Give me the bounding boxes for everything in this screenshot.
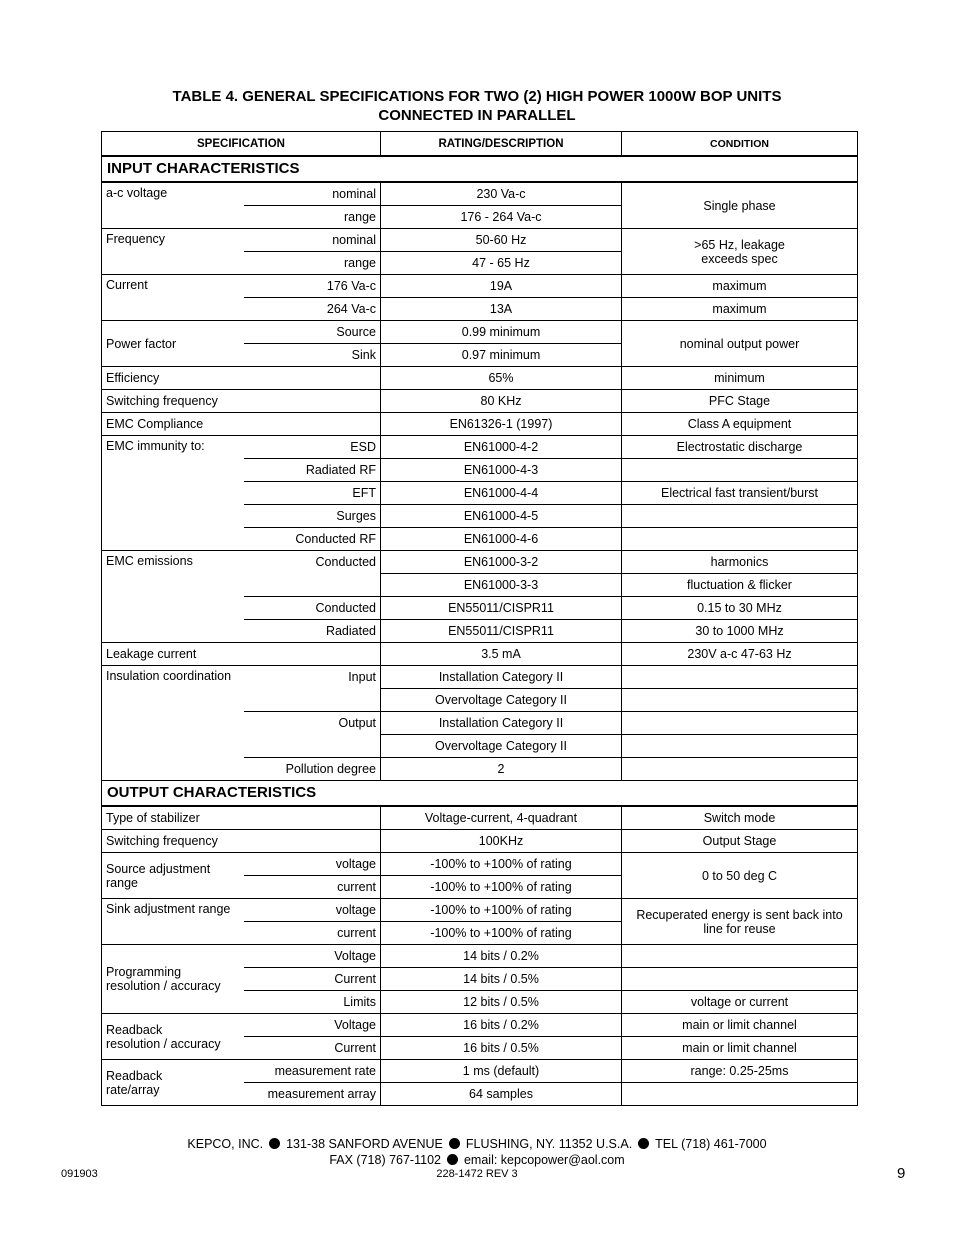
spec-label: Current <box>102 275 244 321</box>
spec-label: EMC immunity to: <box>102 436 244 551</box>
rating-value: 16 bits / 0.5% <box>381 1037 622 1060</box>
condition-value <box>622 459 858 482</box>
spec-sublabel: 264 Va-c <box>244 298 381 321</box>
spec-sublabel: voltage <box>244 899 381 922</box>
condition-value: nominal output power <box>622 321 858 367</box>
condition-value: harmonics <box>622 551 858 574</box>
spec-label <box>102 945 244 1014</box>
condition-value: 230V a-c 47-63 Hz <box>622 643 858 666</box>
footer-address-line <box>0 1136 954 1152</box>
spec-sublabel: current <box>244 922 381 945</box>
spec-label: Efficiency <box>102 367 381 390</box>
spec-sublabel: measurement array <box>244 1083 381 1106</box>
section-row-output <box>102 781 858 807</box>
header-condition: CONDITION <box>622 132 858 157</box>
rating-value: EN55011/CISPR11 <box>381 597 622 620</box>
rating-value: -100% to +100% of rating <box>381 876 622 899</box>
spec-label: Insulation coordination <box>102 666 244 781</box>
table-row <box>102 666 858 689</box>
rating-value: Overvoltage Category II <box>381 735 622 758</box>
rating-value: Overvoltage Category II <box>381 689 622 712</box>
rating-value: 2 <box>381 758 622 781</box>
condition-value: maximum <box>622 275 858 298</box>
spec-label-line: Source adjustment <box>106 861 211 876</box>
table-row <box>102 830 858 853</box>
spec-label: Frequency <box>102 229 244 275</box>
rating-value: 47 - 65 Hz <box>381 252 622 275</box>
spec-label-line: Readback <box>106 1022 163 1037</box>
rating-value: 100KHz <box>381 830 622 853</box>
rating-value: -100% to +100% of rating <box>381 899 622 922</box>
specifications-table <box>101 131 858 1106</box>
rating-value: 64 samples <box>381 1083 622 1106</box>
spec-sublabel <box>244 689 381 712</box>
rating-value: EN55011/CISPR11 <box>381 620 622 643</box>
spec-label-line: rate/array <box>106 1082 160 1097</box>
header-rating: RATING/DESCRIPTION <box>381 132 622 157</box>
spec-sublabel: voltage <box>244 853 381 876</box>
table-row <box>102 321 858 344</box>
rating-value: EN61000-4-3 <box>381 459 622 482</box>
table-row <box>102 436 858 459</box>
section-heading-input: INPUT CHARACTERISTICS <box>102 156 858 182</box>
spec-label: Sink adjustment range <box>102 899 244 945</box>
table-row <box>102 551 858 574</box>
table-row <box>102 275 858 298</box>
spec-sublabel: current <box>244 876 381 899</box>
condition-value <box>622 945 858 968</box>
footer-tel: TEL (718) 461-7000 <box>655 1137 767 1151</box>
footer-contact-line <box>0 1152 954 1168</box>
condition-value <box>622 899 858 945</box>
header-specification: SPECIFICATION <box>102 132 381 157</box>
condition-value <box>622 968 858 991</box>
condition-value <box>622 505 858 528</box>
condition-value: main or limit channel <box>622 1037 858 1060</box>
condition-value: Electrostatic discharge <box>622 436 858 459</box>
section-heading-output: OUTPUT CHARACTERISTICS <box>102 781 858 807</box>
rating-value: 16 bits / 0.2% <box>381 1014 622 1037</box>
condition-value: fluctuation & flicker <box>622 574 858 597</box>
rating-value: Installation Category II <box>381 666 622 689</box>
spec-label: EMC Compliance <box>102 413 381 436</box>
condition-line: line for reuse <box>703 921 776 936</box>
condition-value: PFC Stage <box>622 390 858 413</box>
spec-sublabel: Limits <box>244 991 381 1014</box>
spec-sublabel: 176 Va-c <box>244 275 381 298</box>
table-row <box>102 182 858 206</box>
condition-value: minimum <box>622 367 858 390</box>
spec-sublabel: Output <box>244 712 381 735</box>
spec-label: a-c voltage <box>102 182 244 229</box>
condition-value <box>622 229 858 275</box>
spec-label <box>102 1014 244 1060</box>
rating-value: 230 Va-c <box>381 182 622 206</box>
spec-label-line: range <box>106 875 138 890</box>
spec-sublabel: Conducted <box>244 597 381 620</box>
condition-value: Electrical fast transient/burst <box>622 482 858 505</box>
spec-sublabel: Current <box>244 1037 381 1060</box>
revision-number: 228-1472 REV 3 <box>436 1168 518 1180</box>
spec-sublabel: EFT <box>244 482 381 505</box>
footer-fax: FAX (718) 767-1102 <box>329 1153 441 1167</box>
rating-value: EN61000-4-4 <box>381 482 622 505</box>
page-number: 9 <box>897 1165 906 1182</box>
table-title: TABLE 4. GENERAL SPECIFICATIONS FOR TWO (2) HIGH POWER 1000W BOP UNITS <box>172 88 782 105</box>
condition-value <box>622 758 858 781</box>
condition-line: >65 Hz, leakage <box>694 237 785 252</box>
spec-label: Switching frequency <box>102 390 381 413</box>
spec-sublabel: Voltage <box>244 945 381 968</box>
table-row <box>102 643 858 666</box>
rating-value: EN61000-3-2 <box>381 551 622 574</box>
spec-sublabel: Radiated <box>244 620 381 643</box>
rating-value: Installation Category II <box>381 712 622 735</box>
rating-value: EN61326-1 (1997) <box>381 413 622 436</box>
rating-value: Voltage-current, 4-quadrant <box>381 806 622 830</box>
condition-value: Switch mode <box>622 806 858 830</box>
spec-label: EMC emissions <box>102 551 244 643</box>
spec-sublabel: Voltage <box>244 1014 381 1037</box>
rating-value: 0.97 minimum <box>381 344 622 367</box>
rating-value: 1 ms (default) <box>381 1060 622 1083</box>
rating-value: 12 bits / 0.5% <box>381 991 622 1014</box>
rating-value: 14 bits / 0.5% <box>381 968 622 991</box>
table-row <box>102 945 858 968</box>
condition-value: range: 0.25-25ms <box>622 1060 858 1083</box>
condition-line: exceeds spec <box>701 251 778 266</box>
spec-sublabel <box>244 735 381 758</box>
condition-value <box>622 689 858 712</box>
spec-sublabel: Sink <box>244 344 381 367</box>
condition-value <box>622 712 858 735</box>
condition-value <box>622 1083 858 1106</box>
table-subtitle: CONNECTED IN PARALLEL <box>378 107 576 124</box>
condition-value: Output Stage <box>622 830 858 853</box>
spec-label: Power factor <box>102 321 244 367</box>
spec-sublabel: nominal <box>244 229 381 252</box>
spec-label-line: resolution / accuracy <box>106 1036 221 1051</box>
rating-value: EN61000-4-5 <box>381 505 622 528</box>
spec-sublabel: Conducted RF <box>244 528 381 551</box>
rating-value: -100% to +100% of rating <box>381 922 622 945</box>
spec-sublabel: Pollution degree <box>244 758 381 781</box>
bullet-icon <box>447 1154 458 1165</box>
rating-value: EN61000-3-3 <box>381 574 622 597</box>
rating-value: 14 bits / 0.2% <box>381 945 622 968</box>
spec-label-line: Programming <box>106 965 182 979</box>
condition-value <box>622 528 858 551</box>
rating-value: -100% to +100% of rating <box>381 853 622 876</box>
bullet-icon <box>638 1138 649 1149</box>
rating-value: 13A <box>381 298 622 321</box>
spec-sublabel: measurement rate <box>244 1060 381 1083</box>
condition-value <box>622 735 858 758</box>
footer-city: FLUSHING, NY. 11352 U.S.A. <box>465 1137 633 1151</box>
table-row <box>102 853 858 876</box>
spec-label <box>102 853 244 899</box>
table-row <box>102 367 858 390</box>
spec-sublabel: Input <box>244 666 381 689</box>
spec-label: Switching frequency <box>102 830 381 853</box>
spec-sublabel: ESD <box>244 436 381 459</box>
spec-label-line: Readback <box>106 1068 163 1083</box>
condition-line: Recuperated energy is sent back into <box>636 907 843 922</box>
rating-value: 50-60 Hz <box>381 229 622 252</box>
rating-value: EN61000-4-2 <box>381 436 622 459</box>
condition-value: main or limit channel <box>622 1014 858 1037</box>
footer-email: email: kepcopower@aol.com <box>463 1153 625 1167</box>
condition-value: 30 to 1000 MHz <box>622 620 858 643</box>
spec-sublabel: Surges <box>244 505 381 528</box>
table-row <box>102 1014 858 1037</box>
table-row <box>102 806 858 830</box>
rating-value: 0.99 minimum <box>381 321 622 344</box>
spec-sublabel: nominal <box>244 182 381 206</box>
spec-label <box>102 1060 244 1106</box>
spec-sublabel <box>244 574 381 597</box>
rating-value: 3.5 mA <box>381 643 622 666</box>
spec-label-line: resolution / accuracy <box>106 979 221 993</box>
spec-sublabel: Conducted <box>244 551 381 574</box>
condition-value: Single phase <box>622 182 858 229</box>
condition-value: Class A equipment <box>622 413 858 436</box>
table-header-row <box>102 132 858 157</box>
spec-label: Leakage current <box>102 643 381 666</box>
rating-value: EN61000-4-6 <box>381 528 622 551</box>
rating-value: 80 KHz <box>381 390 622 413</box>
condition-value: 0.15 to 30 MHz <box>622 597 858 620</box>
rating-value: 65% <box>381 367 622 390</box>
section-row-input <box>102 156 858 182</box>
spec-sublabel: Radiated RF <box>244 459 381 482</box>
spec-sublabel: range <box>244 206 381 229</box>
document-number: 091903 <box>61 1168 98 1180</box>
condition-value: voltage or current <box>622 991 858 1014</box>
footer-company: KEPCO, INC. <box>187 1137 264 1151</box>
bullet-icon <box>449 1138 460 1149</box>
spec-sublabel: Source <box>244 321 381 344</box>
bullet-icon <box>269 1138 280 1149</box>
table-row <box>102 229 858 252</box>
rating-value: 176 - 264 Va-c <box>381 206 622 229</box>
footer-address: 131-38 SANFORD AVENUE <box>286 1137 443 1151</box>
rating-value: 19A <box>381 275 622 298</box>
spec-sublabel: Current <box>244 968 381 991</box>
spec-sublabel: range <box>244 252 381 275</box>
table-row <box>102 899 858 922</box>
condition-value: maximum <box>622 298 858 321</box>
table-row <box>102 1060 858 1083</box>
condition-value <box>622 666 858 689</box>
table-row <box>102 413 858 436</box>
table-row <box>102 390 858 413</box>
condition-value: 0 to 50 deg C <box>622 853 858 899</box>
spec-label: Type of stabilizer <box>102 806 381 830</box>
